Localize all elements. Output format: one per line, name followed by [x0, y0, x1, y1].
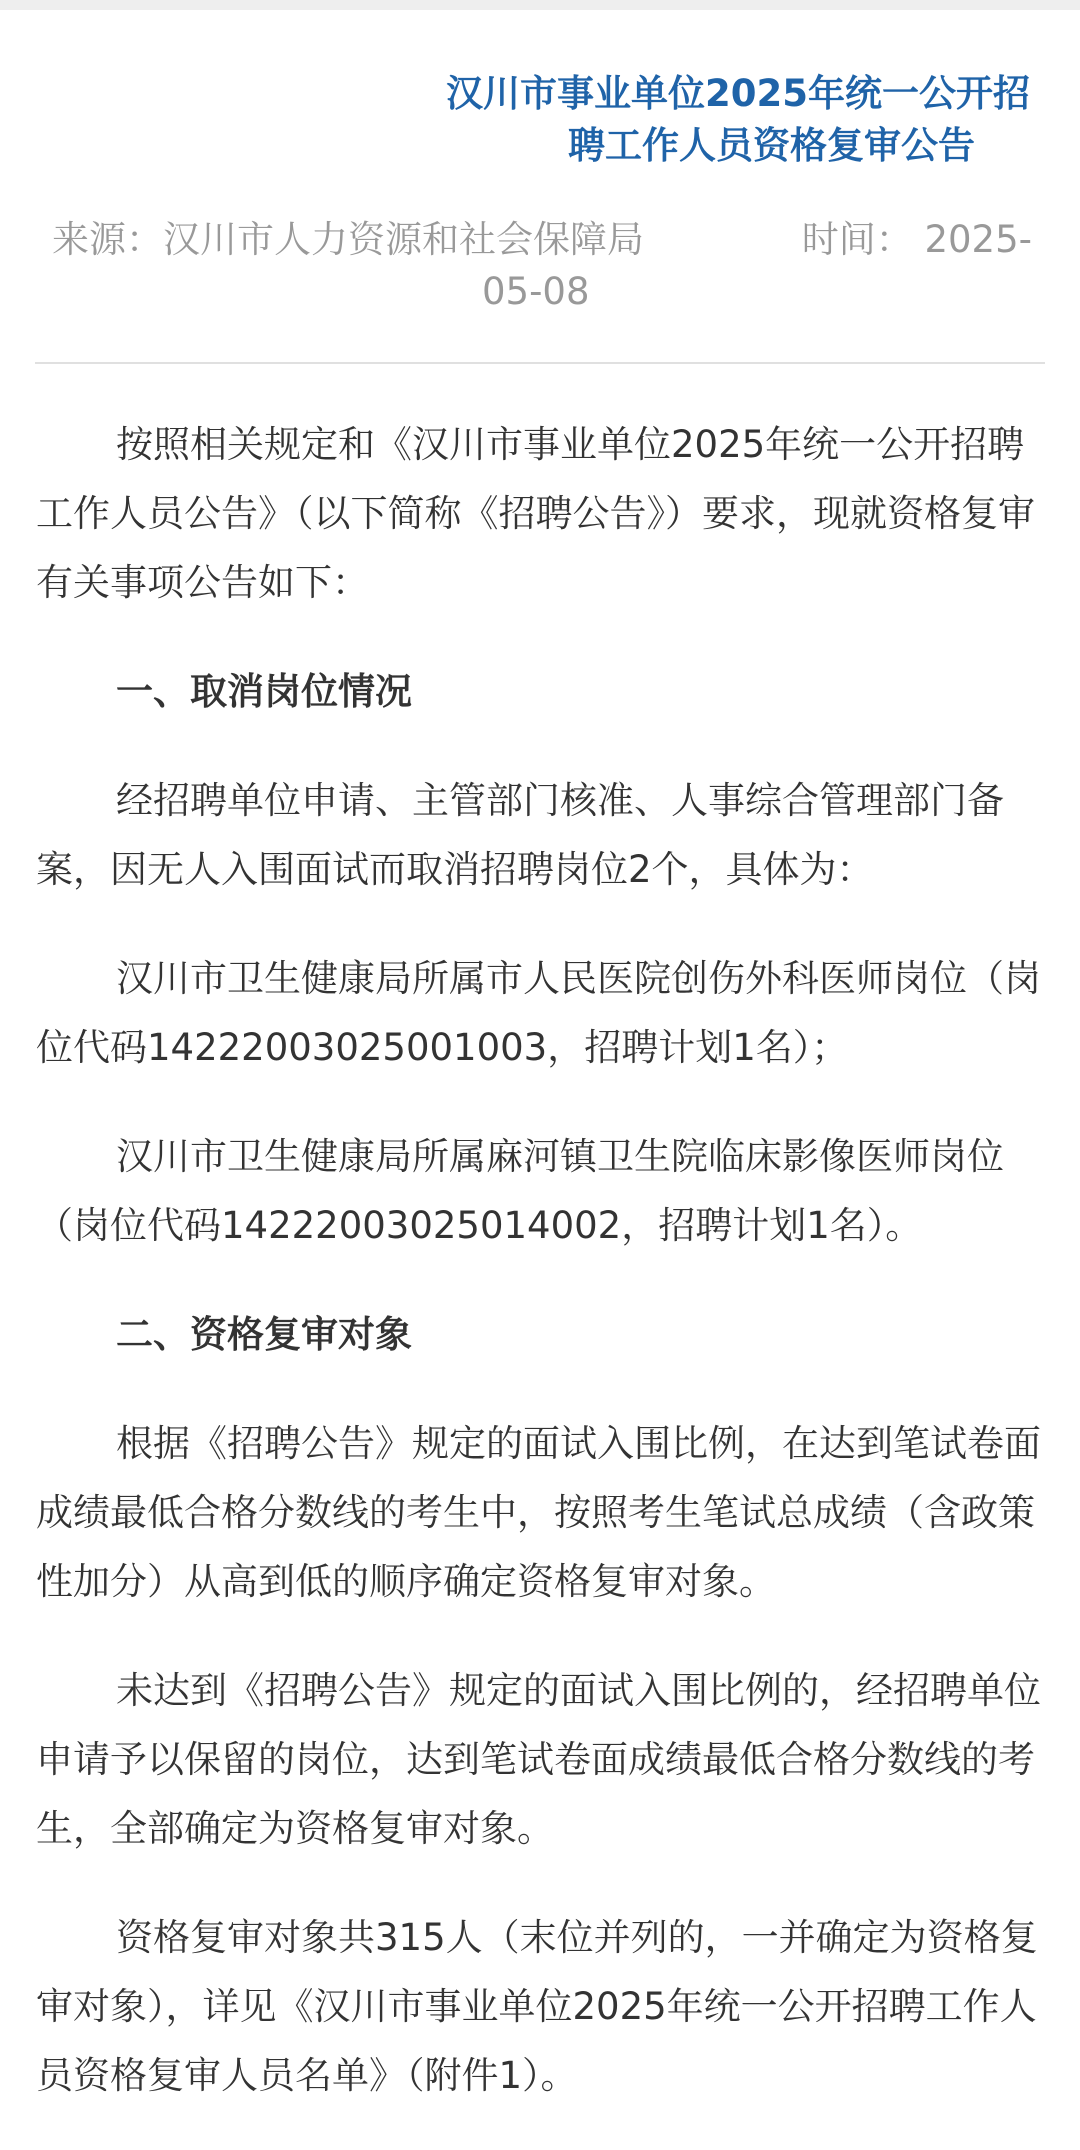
title-line-2: 聘工作人员资格复审公告	[568, 124, 975, 167]
paragraph-intro: 按照相关规定和《汉川市事业单位2025年统一公开招聘工作人员公告》（以下简称《招聘公告》）要求，现就资格复审有关事项公告如下：	[36, 423, 1035, 604]
section-heading-review-targets: 二、资格复审对象	[116, 1313, 412, 1356]
paragraph-reserved-posts: 未达到《招聘公告》规定的面试入围比例的，经招聘单位申请予以保留的岗位，达到笔试卷面成绩最低合格分数线的考生，全部确定为资格复审对象。	[36, 1669, 1041, 1850]
source-label: 来源：汉川市人力资源和社会保障局	[52, 218, 644, 261]
top-bar	[0, 0, 1080, 10]
title-line-1: 汉川市事业单位2025年统一公开招	[446, 72, 1030, 115]
section-heading-cancelled-posts: 一、取消岗位情况	[116, 670, 412, 713]
article-title	[0, 68, 1030, 172]
time-label: 时间： 2025-	[801, 218, 1032, 261]
paragraph-cancel-summary: 经招聘单位申请、主管部门核准、人事综合管理部门备案，因无人入围面试而取消招聘岗位2个，具体为：	[36, 779, 1004, 891]
time-date-continued: 05-08	[482, 270, 590, 313]
article-body	[36, 410, 1046, 2150]
paragraph-cancelled-post-1: 汉川市卫生健康局所属市人民医院创伤外科医师岗位（岗位代码14222003025001003，招聘计划1名）；	[36, 957, 1041, 1069]
paragraph-review-rule: 根据《招聘公告》规定的面试入围比例，在达到笔试卷面成绩最低合格分数线的考生中，按照考生笔试总成绩（含政策性加分）从高到低的顺序确定资格复审对象。	[36, 1422, 1041, 1603]
divider	[35, 362, 1045, 364]
paragraph-review-count: 资格复审对象共315人（末位并列的，一并确定为资格复审对象），详见《汉川市事业单位2025年统一公开招聘工作人员资格复审人员名单》（附件1）。	[36, 1916, 1038, 2097]
paragraph-cancelled-post-2: 汉川市卫生健康局所属麻河镇卫生院临床影像医师岗位（岗位代码14222003025014002，招聘计划1名）。	[36, 1135, 1004, 1247]
